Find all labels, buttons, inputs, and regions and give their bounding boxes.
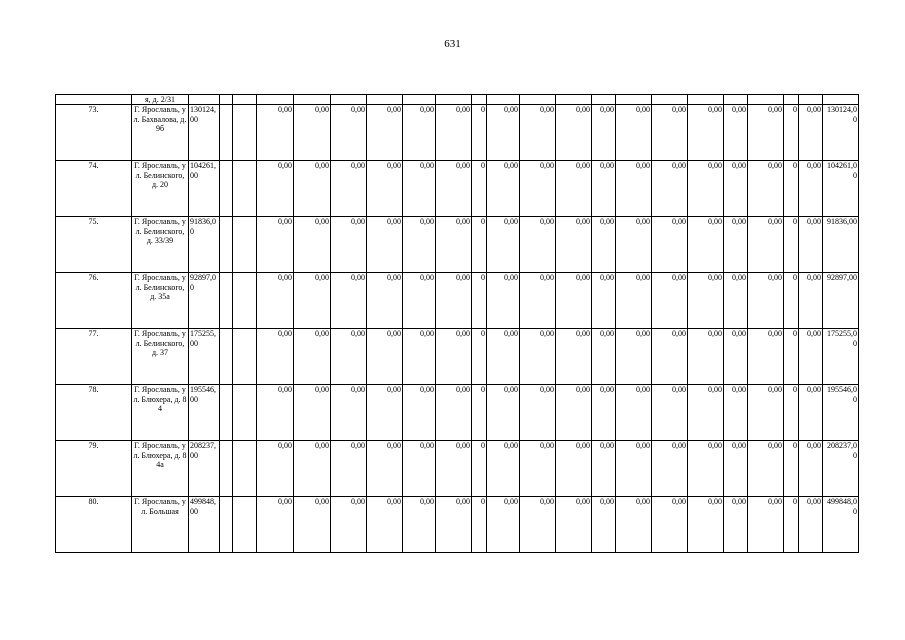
table-row <box>56 217 859 273</box>
row-value-cell <box>220 217 233 273</box>
row-value-cell <box>220 385 233 441</box>
row-value-cell: 0,00 <box>294 497 331 553</box>
row-value-cell: 0,00 <box>724 441 748 497</box>
row-value-cell: 0,00 <box>367 329 403 385</box>
row-value-cell <box>233 105 257 161</box>
row-value-cell: 0 <box>784 385 799 441</box>
row-value-cell: 0,00 <box>520 273 556 329</box>
row-value-cell: 0 <box>784 329 799 385</box>
row-value-cell: 0,00 <box>616 105 652 161</box>
data-table <box>55 94 859 553</box>
row-total: 130124,00 <box>823 105 859 161</box>
row-value-cell: 0,00 <box>688 105 724 161</box>
row-value-cell: 0,00 <box>331 385 367 441</box>
row-value-cell: 0,00 <box>520 385 556 441</box>
row-value-cell: 0 <box>472 329 487 385</box>
table-row <box>56 329 859 385</box>
row-value-cell: 0,00 <box>367 273 403 329</box>
row-value-cell: 0,00 <box>367 217 403 273</box>
row-total: 91836,00 <box>823 217 859 273</box>
row-value-cell: 0,00 <box>748 105 784 161</box>
row-value-cell: 0 <box>784 273 799 329</box>
row-cost: 104261,00 <box>189 161 220 217</box>
row-address: Г. Ярославль, ул. Белинского, д. 33/39 <box>132 217 189 273</box>
row-value-cell <box>220 105 233 161</box>
row-number: 74. <box>56 161 132 217</box>
row-number: 77. <box>56 329 132 385</box>
row-value-cell: 0,00 <box>652 105 688 161</box>
row-value-cell: 0,00 <box>724 161 748 217</box>
row-value-cell <box>233 217 257 273</box>
row-total: 92897,00 <box>823 273 859 329</box>
row-value-cell: 0,00 <box>257 385 294 441</box>
row-value-cell: 0,00 <box>257 161 294 217</box>
row-value-cell <box>220 441 233 497</box>
row-value-cell: 0,00 <box>688 273 724 329</box>
row-value-cell: 0,00 <box>487 497 520 553</box>
row-address: Г. Ярославль, ул. Блюхера, д. 84 <box>132 385 189 441</box>
row-value-cell: 0,00 <box>799 217 823 273</box>
row-total: 499848,00 <box>823 497 859 553</box>
row-value-cell: 0,00 <box>257 329 294 385</box>
row-value-cell: 0,00 <box>487 105 520 161</box>
row-value-cell: 0,00 <box>331 217 367 273</box>
row-value-cell: 0,00 <box>487 273 520 329</box>
row-value-cell: 0,00 <box>616 161 652 217</box>
row-cost: 499848,00 <box>189 497 220 553</box>
row-value-cell: 0,00 <box>556 217 592 273</box>
row-value-cell: 0,00 <box>487 441 520 497</box>
row-value-cell: 0,00 <box>294 329 331 385</box>
row-value-cell: 0,00 <box>403 105 436 161</box>
row-value-cell: 0,00 <box>403 385 436 441</box>
row-value-cell: 0,00 <box>294 105 331 161</box>
row-value-cell: 0,00 <box>520 217 556 273</box>
row-value-cell: 0,00 <box>688 385 724 441</box>
row-value-cell: 0,00 <box>520 441 556 497</box>
table-row-continued <box>56 95 859 105</box>
row-value-cell: 0,00 <box>331 273 367 329</box>
row-value-cell <box>233 273 257 329</box>
row-value-cell: 0,00 <box>331 441 367 497</box>
row-value-cell: 0,00 <box>748 161 784 217</box>
row-value-cell: 0,00 <box>652 385 688 441</box>
row-value-cell: 0,00 <box>436 273 472 329</box>
row-value-cell: 0,00 <box>652 161 688 217</box>
row-value-cell: 0,00 <box>592 385 616 441</box>
row-value-cell: 0,00 <box>799 497 823 553</box>
row-value-cell: 0,00 <box>403 441 436 497</box>
row-value-cell: 0,00 <box>403 273 436 329</box>
table-row <box>56 273 859 329</box>
row-address: Г. Ярославль, ул. Большая <box>132 497 189 553</box>
row-value-cell: 0,00 <box>403 161 436 217</box>
row-value-cell: 0,00 <box>487 217 520 273</box>
row-value-cell: 0,00 <box>556 385 592 441</box>
row-value-cell: 0,00 <box>592 441 616 497</box>
row-value-cell: 0,00 <box>520 105 556 161</box>
row-value-cell: 0,00 <box>724 217 748 273</box>
row-value-cell: 0 <box>472 161 487 217</box>
row-value-cell: 0,00 <box>799 161 823 217</box>
row-value-cell: 0,00 <box>520 497 556 553</box>
row-value-cell <box>220 161 233 217</box>
row-value-cell: 0,00 <box>799 385 823 441</box>
row-value-cell: 0,00 <box>592 329 616 385</box>
row-value-cell: 0,00 <box>799 441 823 497</box>
table-row <box>56 105 859 161</box>
row-cost: 195546,00 <box>189 385 220 441</box>
row-value-cell: 0,00 <box>592 273 616 329</box>
row-value-cell: 0,00 <box>556 329 592 385</box>
row-value-cell: 0 <box>472 105 487 161</box>
row-value-cell: 0 <box>784 441 799 497</box>
row-value-cell: 0,00 <box>556 497 592 553</box>
row-value-cell: 0,00 <box>616 273 652 329</box>
row-value-cell: 0,00 <box>652 329 688 385</box>
row-value-cell: 0,00 <box>616 217 652 273</box>
row-value-cell: 0,00 <box>257 441 294 497</box>
row-value-cell: 0,00 <box>748 273 784 329</box>
row-value-cell: 0,00 <box>294 273 331 329</box>
row-value-cell: 0,00 <box>331 105 367 161</box>
row-value-cell: 0,00 <box>331 161 367 217</box>
row-value-cell <box>220 273 233 329</box>
row-value-cell: 0,00 <box>487 161 520 217</box>
continued-address: я, д. 2/31 <box>132 95 189 105</box>
row-value-cell: 0 <box>472 385 487 441</box>
row-value-cell: 0,00 <box>592 497 616 553</box>
row-value-cell: 0,00 <box>331 497 367 553</box>
row-value-cell: 0,00 <box>556 161 592 217</box>
row-value-cell: 0,00 <box>748 441 784 497</box>
row-value-cell: 0,00 <box>367 385 403 441</box>
row-value-cell: 0,00 <box>748 329 784 385</box>
row-value-cell: 0,00 <box>688 161 724 217</box>
row-value-cell <box>233 497 257 553</box>
row-value-cell: 0,00 <box>724 385 748 441</box>
row-value-cell: 0 <box>784 105 799 161</box>
row-cost: 130124,00 <box>189 105 220 161</box>
row-value-cell <box>233 161 257 217</box>
row-value-cell <box>220 329 233 385</box>
row-value-cell: 0,00 <box>592 217 616 273</box>
row-cost: 208237,00 <box>189 441 220 497</box>
row-address: Г. Ярославль, ул. Бахвалова, д. 9б <box>132 105 189 161</box>
row-number: 73. <box>56 105 132 161</box>
row-value-cell: 0,00 <box>652 441 688 497</box>
row-value-cell: 0,00 <box>520 161 556 217</box>
row-address: Г. Ярославль, ул. Белинского, д. 37 <box>132 329 189 385</box>
row-value-cell: 0,00 <box>436 161 472 217</box>
row-value-cell: 0,00 <box>556 441 592 497</box>
row-address: Г. Ярославль, ул. Белинского, д. 35а <box>132 273 189 329</box>
row-value-cell: 0,00 <box>436 441 472 497</box>
row-value-cell: 0,00 <box>616 497 652 553</box>
row-value-cell: 0,00 <box>487 329 520 385</box>
row-value-cell: 0 <box>784 217 799 273</box>
row-value-cell: 0,00 <box>403 497 436 553</box>
row-value-cell: 0 <box>472 217 487 273</box>
row-value-cell: 0,00 <box>616 329 652 385</box>
row-value-cell: 0,00 <box>724 273 748 329</box>
row-value-cell: 0,00 <box>520 329 556 385</box>
row-value-cell: 0,00 <box>724 105 748 161</box>
row-value-cell: 0,00 <box>616 441 652 497</box>
row-value-cell: 0,00 <box>592 105 616 161</box>
table-row <box>56 161 859 217</box>
table-body <box>56 95 859 553</box>
row-value-cell: 0,00 <box>331 329 367 385</box>
row-value-cell: 0,00 <box>748 497 784 553</box>
row-value-cell: 0,00 <box>652 497 688 553</box>
row-value-cell <box>233 385 257 441</box>
row-value-cell: 0,00 <box>367 161 403 217</box>
row-value-cell: 0,00 <box>616 385 652 441</box>
row-value-cell: 0,00 <box>556 105 592 161</box>
row-value-cell: 0,00 <box>294 441 331 497</box>
row-value-cell: 0,00 <box>556 273 592 329</box>
row-value-cell: 0,00 <box>436 329 472 385</box>
row-value-cell: 0,00 <box>487 385 520 441</box>
page-number: 631 <box>444 38 461 50</box>
row-value-cell: 0,00 <box>436 497 472 553</box>
row-value-cell: 0,00 <box>367 105 403 161</box>
row-number: 80. <box>56 497 132 553</box>
row-value-cell: 0,00 <box>367 441 403 497</box>
row-total: 195546,00 <box>823 385 859 441</box>
row-value-cell: 0,00 <box>257 273 294 329</box>
row-value-cell: 0,00 <box>592 161 616 217</box>
row-value-cell: 0,00 <box>436 385 472 441</box>
row-value-cell: 0,00 <box>294 385 331 441</box>
row-value-cell: 0,00 <box>652 273 688 329</box>
row-value-cell: 0,00 <box>294 217 331 273</box>
row-value-cell: 0,00 <box>257 105 294 161</box>
row-value-cell: 0,00 <box>367 497 403 553</box>
row-value-cell <box>220 497 233 553</box>
table-row <box>56 441 859 497</box>
row-value-cell: 0,00 <box>257 497 294 553</box>
row-address: Г. Ярославль, ул. Блюхера, д. 84а <box>132 441 189 497</box>
row-cost: 91836,00 <box>189 217 220 273</box>
row-value-cell: 0,00 <box>688 217 724 273</box>
row-value-cell: 0 <box>472 497 487 553</box>
row-value-cell: 0,00 <box>294 161 331 217</box>
row-value-cell: 0,00 <box>436 105 472 161</box>
row-value-cell: 0,00 <box>652 217 688 273</box>
row-cost: 92897,00 <box>189 273 220 329</box>
row-total: 175255,00 <box>823 329 859 385</box>
row-value-cell: 0,00 <box>748 385 784 441</box>
row-value-cell: 0,00 <box>724 329 748 385</box>
row-value-cell: 0 <box>784 161 799 217</box>
row-number: 76. <box>56 273 132 329</box>
row-number: 78. <box>56 385 132 441</box>
row-total: 208237,00 <box>823 441 859 497</box>
row-value-cell: 0,00 <box>403 329 436 385</box>
row-value-cell: 0,00 <box>403 217 436 273</box>
row-value-cell <box>233 329 257 385</box>
row-value-cell: 0 <box>472 441 487 497</box>
table-row <box>56 497 859 553</box>
row-value-cell: 0,00 <box>799 329 823 385</box>
row-number: 75. <box>56 217 132 273</box>
row-value-cell: 0,00 <box>748 217 784 273</box>
row-number: 79. <box>56 441 132 497</box>
row-value-cell: 0,00 <box>724 497 748 553</box>
row-value-cell: 0 <box>472 273 487 329</box>
row-cost: 175255,00 <box>189 329 220 385</box>
row-value-cell <box>233 441 257 497</box>
table-row <box>56 385 859 441</box>
row-value-cell: 0,00 <box>257 217 294 273</box>
row-value-cell: 0,00 <box>688 497 724 553</box>
row-value-cell: 0,00 <box>688 441 724 497</box>
row-value-cell: 0,00 <box>688 329 724 385</box>
row-value-cell: 0,00 <box>799 105 823 161</box>
row-total: 104261,00 <box>823 161 859 217</box>
row-value-cell: 0,00 <box>436 217 472 273</box>
row-value-cell: 0 <box>784 497 799 553</box>
row-value-cell: 0,00 <box>799 273 823 329</box>
row-address: Г. Ярославль, ул. Белинского, д. 20 <box>132 161 189 217</box>
